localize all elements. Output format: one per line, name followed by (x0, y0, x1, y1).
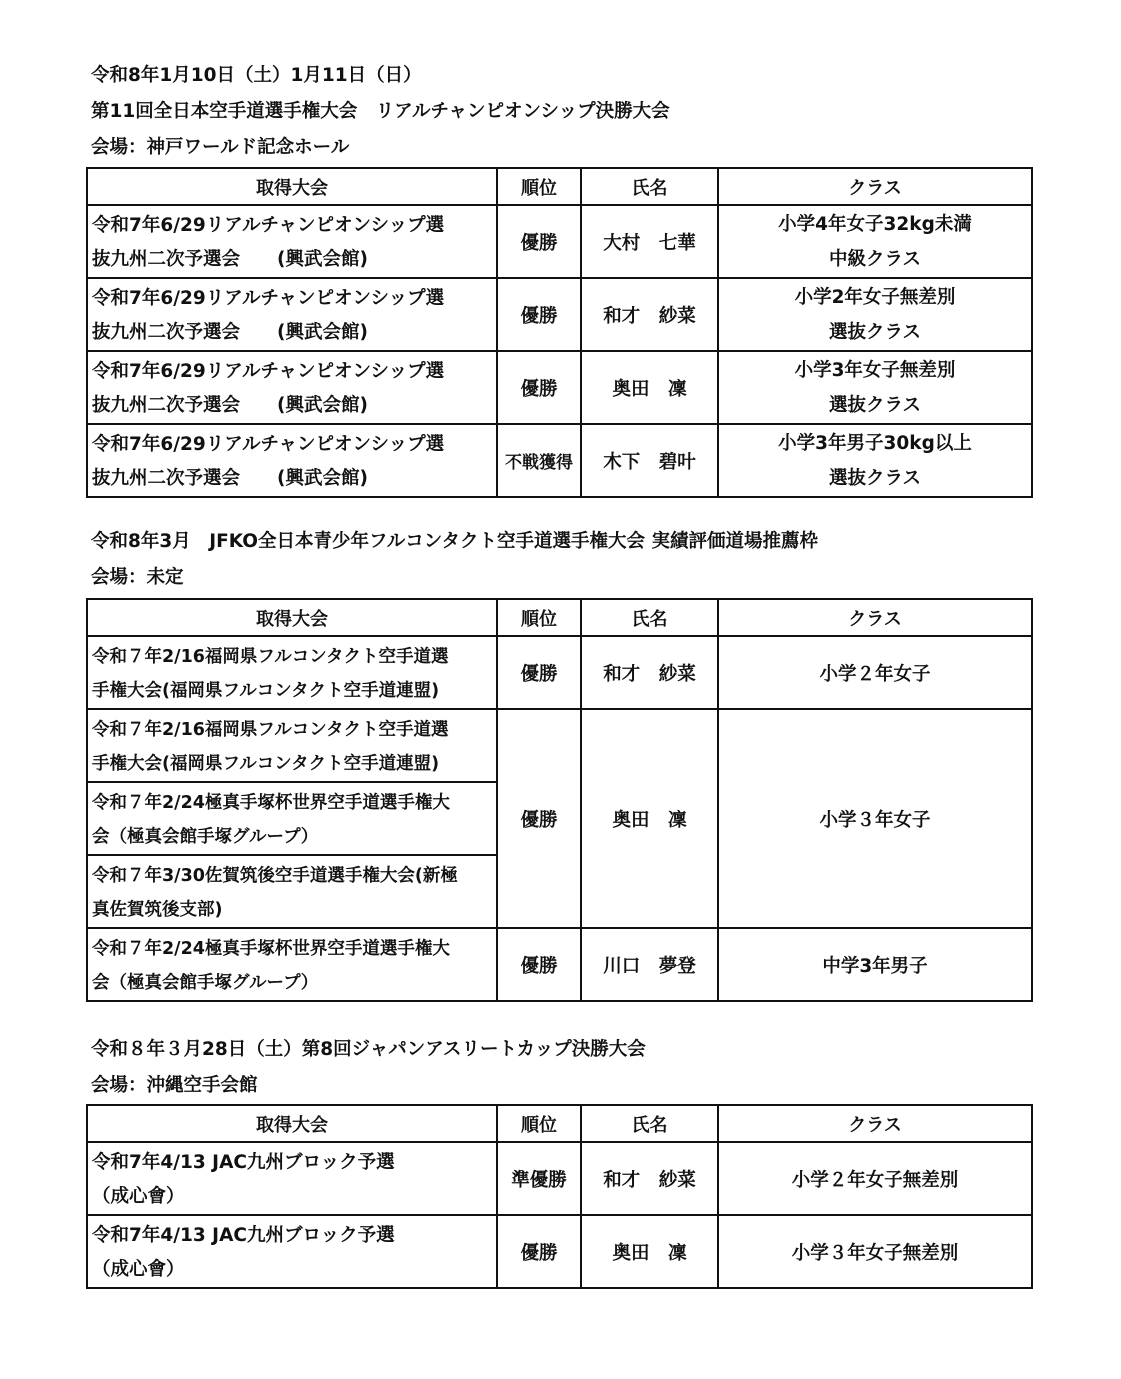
table-row (87, 709, 1032, 782)
table-row (87, 636, 1032, 709)
section2-venue-line: 会場：未定 (91, 567, 184, 588)
event-cell (87, 278, 497, 351)
rank-cell: 準優勝 (497, 1142, 581, 1215)
section1-venue-line: 会場：神戸ワールド記念ホール (91, 137, 350, 158)
section-real-championship (86, 58, 1031, 494)
name-cell: 奥田 凜 (581, 351, 718, 424)
section2-table (86, 598, 1033, 1002)
table-row (87, 1215, 1032, 1288)
table-header-row (87, 1105, 1032, 1142)
event-cell (87, 205, 497, 278)
event-cell (87, 709, 497, 782)
table-header-row (87, 168, 1032, 205)
event-line: 令和7年6/29リアルチャンピオンシップ選 (92, 361, 445, 382)
event-line: 手権大会(福岡県フルコンタクト空手道連盟) (92, 754, 440, 774)
class-line: 小学3年男子30kg以上 (778, 432, 972, 454)
section3-venue-line: 会場：沖縄空手会館 (91, 1075, 258, 1096)
table-row (87, 351, 1032, 424)
event-cell (87, 782, 497, 855)
table-row (87, 1142, 1032, 1215)
header-rank: 順位 (497, 599, 581, 636)
class-line: 小学2年女子無差別 (794, 286, 956, 308)
header-event: 取得大会 (87, 599, 497, 636)
name-cell: 大村 七華 (581, 205, 718, 278)
event-line: 会（極真会館手塚グループ） (92, 827, 319, 847)
rank-cell: 優勝 (497, 205, 581, 278)
rank-cell: 優勝 (497, 928, 581, 1001)
header-name: 氏名 (581, 168, 718, 205)
event-cell (87, 1142, 497, 1215)
event-line: 真佐賀筑後支部) (92, 900, 223, 920)
name-cell: 木下 碧叶 (581, 424, 718, 497)
class-cell: 小学２年女子 (718, 636, 1032, 709)
class-line: 選抜クラス (829, 394, 921, 416)
event-line: 令和7年6/29リアルチャンピオンシップ選 (92, 434, 445, 455)
header-name: 氏名 (581, 599, 718, 636)
header-event: 取得大会 (87, 1105, 497, 1142)
header-rank: 順位 (497, 168, 581, 205)
name-cell: 和才 紗菜 (581, 1142, 718, 1215)
class-line: 中級クラス (829, 248, 921, 270)
event-line: （成心會） (92, 1259, 185, 1280)
header-rank: 順位 (497, 1105, 581, 1142)
class-cell: 小学３年女子無差別 (718, 1215, 1032, 1288)
header-name: 氏名 (581, 1105, 718, 1142)
rank-cell: 優勝 (497, 1215, 581, 1288)
event-line: 会（極真会館手塚グループ） (92, 973, 319, 993)
table-row (87, 424, 1032, 497)
event-cell (87, 1215, 497, 1288)
table-row (87, 205, 1032, 278)
name-cell: 和才 紗菜 (581, 636, 718, 709)
name-cell: 川口 夢登 (581, 928, 718, 1001)
event-cell (87, 928, 497, 1001)
class-cell: 小学２年女子無差別 (718, 1142, 1032, 1215)
event-line: 抜九州二次予選会 (興武会館) (92, 249, 368, 270)
class-cell (718, 424, 1032, 497)
event-line: 令和７年2/24極真手塚杯世界空手道選手権大 (92, 793, 450, 813)
section1-table (86, 167, 1033, 498)
section3-title-line: 令和８年３月28日（土）第8回ジャパンアスリートカップ決勝大会 (91, 1039, 646, 1060)
class-line: 小学4年女子32kg未満 (778, 213, 972, 235)
class-cell: 小学３年女子 (718, 709, 1032, 928)
class-line: 小学3年女子無差別 (794, 359, 956, 381)
event-line: 抜九州二次予選会 (興武会館) (92, 395, 368, 416)
section-jfko (86, 524, 1031, 1004)
event-line: 令和7年6/29リアルチャンピオンシップ選 (92, 215, 445, 236)
header-event: 取得大会 (87, 168, 497, 205)
table-header-row (87, 599, 1032, 636)
header-class: クラス (718, 1105, 1032, 1142)
section1-date-line: 令和8年1月10日（土）1月11日（日） (91, 65, 422, 86)
event-line: 令和７年2/16福岡県フルコンタクト空手道選 (92, 720, 449, 740)
rank-cell: 優勝 (497, 709, 581, 928)
name-cell: 和才 紗菜 (581, 278, 718, 351)
section3-table (86, 1104, 1033, 1289)
event-line: 令和7年6/29リアルチャンピオンシップ選 (92, 288, 445, 309)
class-cell (718, 205, 1032, 278)
event-cell (87, 424, 497, 497)
class-line: 選抜クラス (829, 321, 921, 343)
rank-cell: 優勝 (497, 636, 581, 709)
event-line: （成心會） (92, 1186, 185, 1207)
event-line: 令和７年2/16福岡県フルコンタクト空手道選 (92, 647, 449, 667)
header-class: クラス (718, 168, 1032, 205)
rank-cell: 優勝 (497, 351, 581, 424)
table-row (87, 928, 1032, 1001)
section2-title-line: 令和8年3月 JFKO全日本青少年フルコンタクト空手道選手権大会 実績評価道場推薦枠 (91, 531, 818, 552)
class-cell (718, 278, 1032, 351)
event-line: 令和7年4/13 JAC九州ブロック予選 (92, 1152, 395, 1173)
event-cell (87, 351, 497, 424)
event-line: 抜九州二次予選会 (興武会館) (92, 468, 368, 489)
class-line: 選抜クラス (829, 467, 921, 489)
event-line: 抜九州二次予選会 (興武会館) (92, 322, 368, 343)
header-class: クラス (718, 599, 1032, 636)
table-row (87, 278, 1032, 351)
event-line: 令和７年2/24極真手塚杯世界空手道選手権大 (92, 939, 450, 959)
name-cell: 奥田 凜 (581, 709, 718, 928)
rank-cell: 優勝 (497, 278, 581, 351)
event-cell (87, 855, 497, 928)
section1-title-line: 第11回全日本空手道選手権大会 リアルチャンピオンシップ決勝大会 (91, 101, 670, 122)
rank-cell: 不戦獲得 (497, 424, 581, 497)
class-cell (718, 351, 1032, 424)
event-cell (87, 636, 497, 709)
event-line: 手権大会(福岡県フルコンタクト空手道連盟) (92, 681, 440, 701)
event-line: 令和7年4/13 JAC九州ブロック予選 (92, 1225, 395, 1246)
event-line: 令和７年3/30佐賀筑後空手道選手権大会(新極 (92, 866, 458, 886)
section-japan-athlete-cup (86, 1032, 1031, 1292)
class-cell: 中学3年男子 (718, 928, 1032, 1001)
name-cell: 奥田 凜 (581, 1215, 718, 1288)
